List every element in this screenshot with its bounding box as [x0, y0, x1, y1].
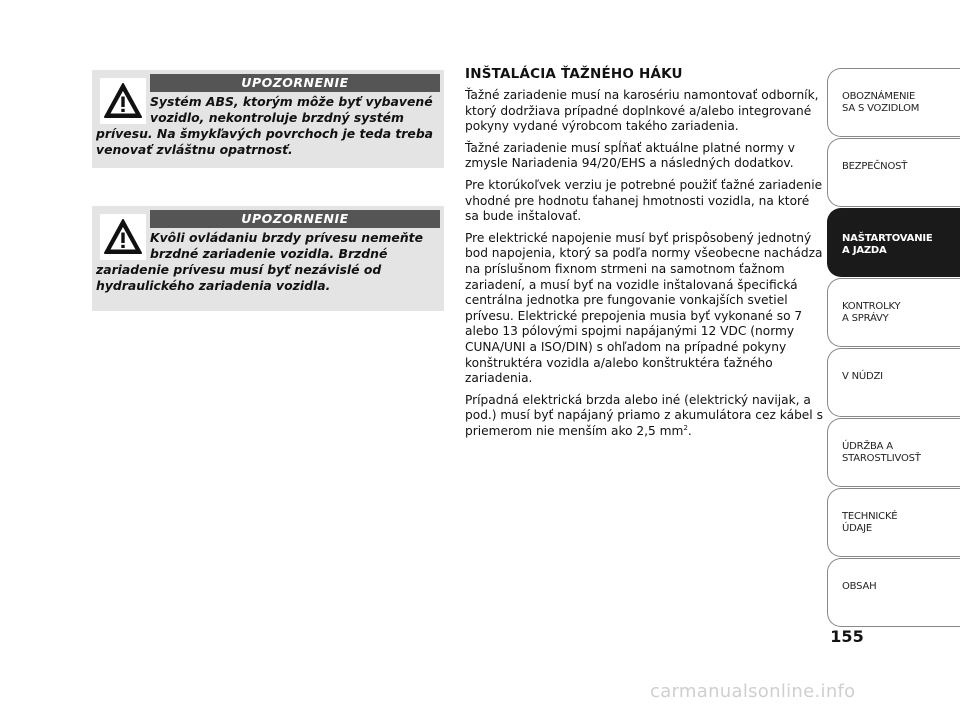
warning-line: venovať zvláštnu opatrnosť. — [96, 142, 293, 157]
tab-bezpecnost[interactable] — [827, 138, 960, 207]
warning-text — [92, 230, 438, 294]
tab-udrzba[interactable] — [827, 418, 960, 487]
section-title: INŠTALÁCIA ŤAŽNÉHO HÁKU — [465, 66, 683, 82]
tab-nastartovanie[interactable] — [827, 208, 960, 277]
warning-box-abs — [92, 70, 444, 168]
tab-label-line1: ÚDRŽBA A — [842, 441, 893, 452]
paragraph — [465, 393, 825, 440]
warning-header: UPOZORNENIE — [150, 210, 440, 228]
paragraph: Ťažné zariadenie musí na karosériu namontovať odborník, ktorý dodržiava prípadné doplnkové a/alebo integrované pokyny vydané výrobcom takého zariadenia. — [465, 88, 819, 134]
warning-line: zariadenie prívesu musí byť nezávislé od — [96, 262, 382, 277]
warning-line: Kvôli ovládaniu brzdy prívesu nemeňte — [150, 230, 423, 245]
paragraph: Ťažné zariadenie musí spĺňať aktuálne platné normy v zmysle Nariadenia 94/20/EHS a následných dodatkov. — [465, 140, 795, 171]
tab-v-nudzi[interactable] — [827, 348, 960, 417]
tab-technicke-udaje[interactable] — [827, 488, 960, 557]
tab-label-line2: A JAZDA — [842, 245, 887, 256]
tab-label-line1: V NÚDZI — [842, 371, 883, 382]
warning-line: brzdné zariadenie vozidla. Brzdné — [150, 246, 388, 261]
warning-line: hydraulického zariadenia vozidla. — [96, 278, 331, 293]
tab-label-line1: KONTROLKY — [842, 301, 901, 312]
article-towbar-installation — [465, 66, 825, 445]
warning-line: vozidlo, nekontroluje brzdný systém — [150, 110, 404, 125]
warning-text — [92, 94, 438, 158]
tab-label-line1: OBSAH — [842, 581, 877, 592]
tab-label-line2: ÚDAJE — [842, 523, 872, 534]
tab-label-line1: OBOZNÁMENIE — [842, 91, 916, 102]
paragraph-text: Prípadná elektrická brzda alebo iné (elektrický navijak, a pod.) musí byť napájaný priamo z akumulátora cez kábel s priemerom nie menším ako 2,5 mm — [465, 392, 823, 438]
warning-line: Systém ABS, ktorým môže byť vybavené — [150, 94, 433, 109]
watermark: carmanualsonline.info — [650, 681, 856, 702]
superscript: 2 — [683, 423, 688, 432]
warning-box-trailer-brake — [92, 206, 444, 311]
tab-label-line2: STAROSTLIVOSŤ — [842, 453, 921, 464]
page-number: 155 — [830, 627, 864, 646]
paragraph-end: . — [687, 423, 692, 438]
warning-line: prívesu. Na šmykľavých povrchoch je teda treba — [96, 126, 434, 141]
tab-kontrolky[interactable] — [827, 278, 960, 347]
chapter-tabs — [827, 68, 960, 628]
tab-label-line1: BEZPEČNOSŤ — [842, 161, 908, 172]
warning-header: UPOZORNENIE — [150, 74, 440, 92]
paragraph: Pre elektrické napojenie musí byť prispôsobený jednotný bod napojenia, ktorý sa podľa normy všeobecne nachádza na príslušnom fixnom strmeni na samotnom ťažnom zariadení, a musí byť na vozidle inštalovaná špecifická centrálna jednotka pre fungovanie vonkajších svetiel prívesu. Elektrické prepojenia musia byť vykonané so 7 alebo 13 pólovými spojmi napájanými 12 VDC (normy CUNA/UNI a ISO/DIN) s ohľadom na prípadné pokyny konštruktéra vozidla a/alebo konštruktéra ťažného zariadenia. — [465, 230, 823, 386]
tab-label-line2: SA S VOZIDLOM — [842, 103, 920, 114]
tab-label-line1: NAŠTARTOVANIE — [842, 233, 933, 244]
tab-label-line1: TECHNICKÉ — [842, 511, 898, 522]
tab-oboznamenie[interactable] — [827, 68, 960, 137]
tab-label-line2: A SPRÁVY — [842, 313, 889, 324]
tab-obsah[interactable] — [827, 558, 960, 627]
paragraph: Pre ktorúkoľvek verziu je potrebné použiť ťažné zariadenie vhodné pre hodnotu ťahanej hmotnosti vozidla, na ktoré sa bude inštalovať. — [465, 177, 823, 224]
